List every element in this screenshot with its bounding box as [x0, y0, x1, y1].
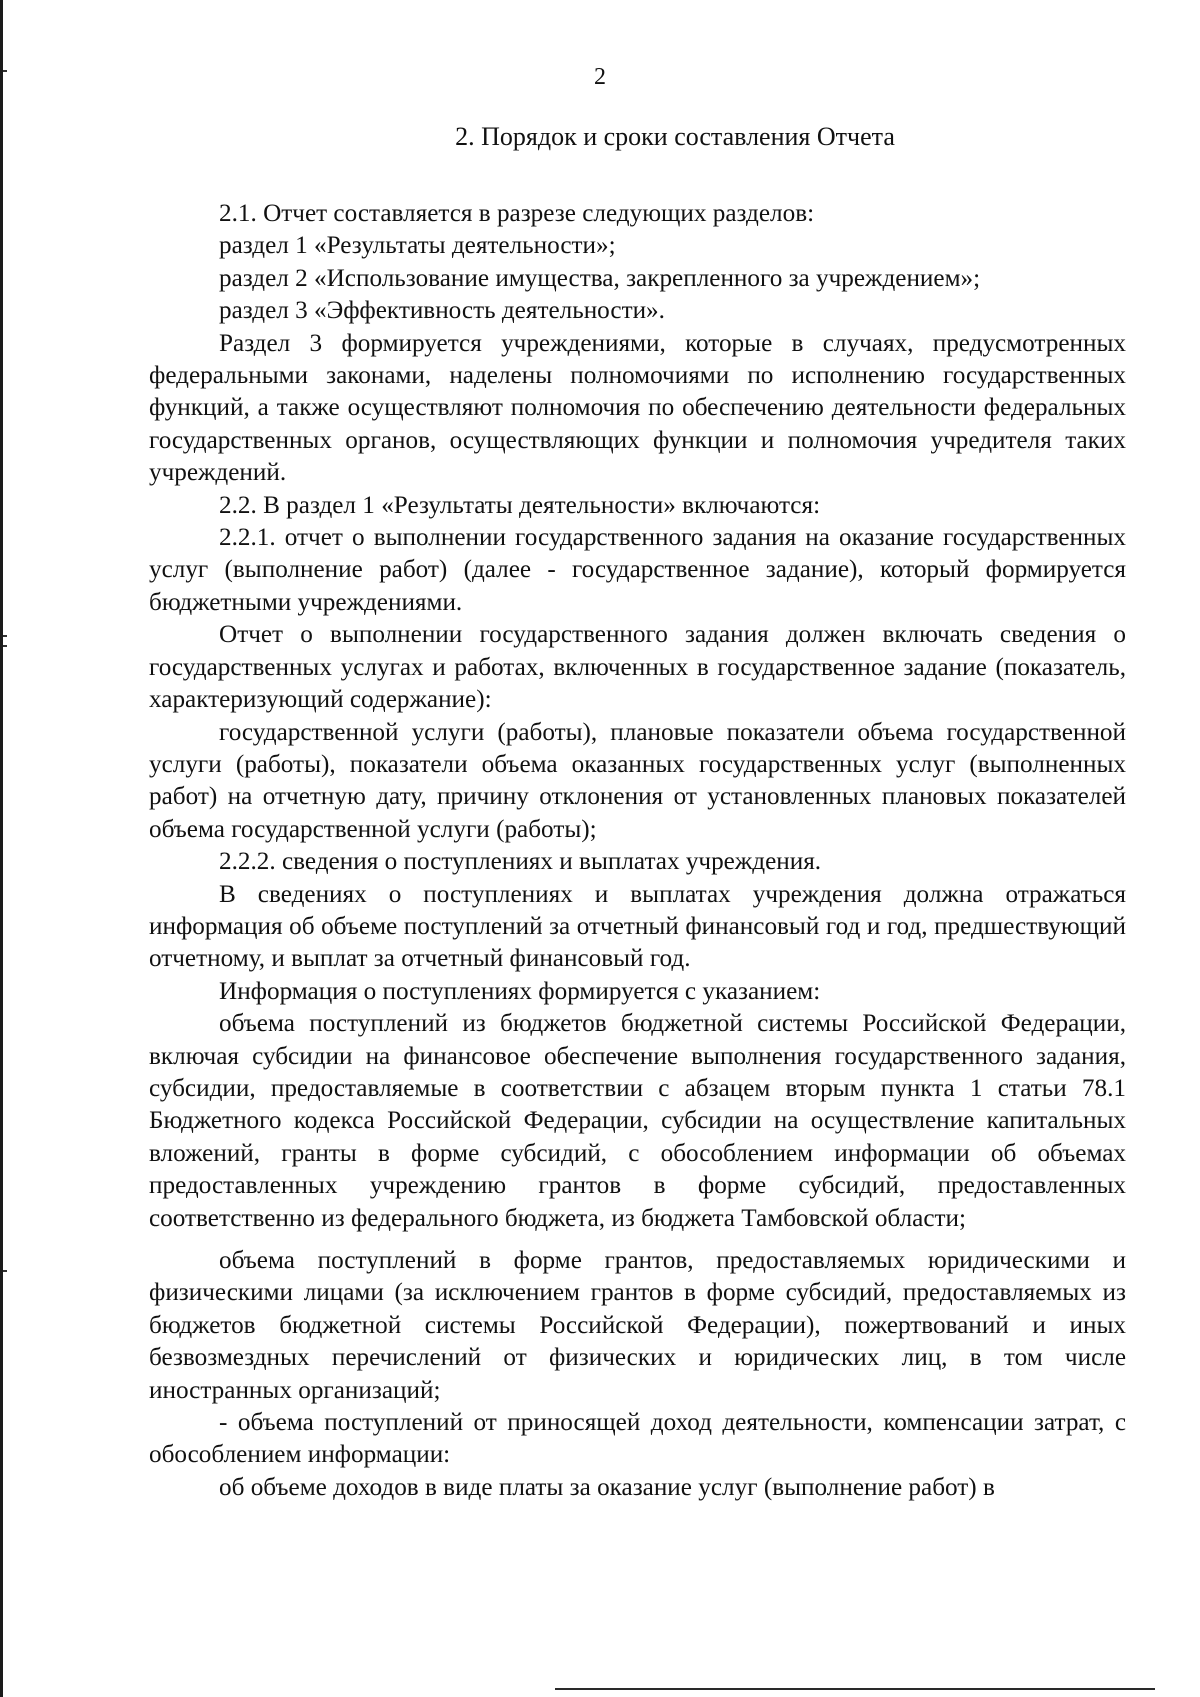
paragraph-budget-receipts: объема поступлений из бюджетов бюджетной системы Российской Федерации, включая субсидии на финансовое обеспечение выполнения государственного задания, субсидии, предоставляемые в соответствии с абзацем вторым пункта 1 статьи 78.1 Бюджетного кодекса Российской Федерации, субсидии на осуществление капитальных вложений, гранты в форме субсидий, с обособлением информации об объемах предоставленных учреждению грантов в форме субсидий, предоставленных соответственно из федерального бюджета, из бюджета Тамбовской области; — [149, 1010, 1126, 1232]
paragraph-service-indicators: государственной услуги (работы), плановые показатели объема государственной услуги (работы), показатели объема оказанных государственных услуг (выполненных работ) на отчетную дату, причину отклонения от установленных плановых показателей объема государственной услуги (работы); — [149, 718, 1126, 843]
paragraph-section-3-description: Раздел 3 формируется учреждениями, которые в случаях, предусмотренных федеральными законами, наделены полномочиями по исполнению государственных функций, а также осуществляют полномочия по обеспечению деятельности федеральных государственных органов, осуществляющих функции и полномочия учредителя таких учреждений. — [149, 329, 1126, 487]
paragraph-income-receipts: - объема поступлений от приносящей доход деятельности, компенсации затрат, с обособлением информации: — [149, 1409, 1126, 1469]
page-number: 2 — [594, 64, 606, 90]
paragraph-2-2-2: 2.2.2. сведения о поступлениях и выплатах учреждения. — [219, 848, 822, 876]
list-item-section-2: раздел 2 «Использование имущества, закрепленного за учреждением»; — [219, 264, 981, 292]
scan-mark — [3, 1270, 7, 1272]
section-title: 2. Порядок и сроки составления Отчета — [455, 122, 895, 151]
paragraph-grant-receipts: объема поступлений в форме грантов, предоставляемых юридическими и физическими лицами (за исключением грантов в форме субсидий, предоставляемых из бюджетов бюджетной системы Российской Федерации), пожертвований и иных безвозмездных перечислений от физических и юридических лиц, в том числе иностранных организаций; — [149, 1247, 1126, 1404]
paragraph-2-2: 2.2. В раздел 1 «Результаты деятельности» включаются: — [219, 491, 821, 519]
paragraph-receipts-info: В сведениях о поступлениях и выплатах учреждения должна отражаться информация об объеме поступлений за отчетный финансовый год и год, предшествующий отчетному, и выплат за отчетный финансовый год. — [149, 880, 1126, 973]
paragraph-2-2-1: 2.2.1. отчет о выполнении государственного задания на оказание государственных услуг (выполнение работ) (далее - государственное задание), который формируется бюджетными учреждениями. — [149, 524, 1126, 616]
scan-mark — [3, 645, 7, 647]
list-item-section-1: раздел 1 «Результаты деятельности»; — [219, 232, 616, 260]
list-item-section-3: раздел 3 «Эффективность деятельности». — [219, 297, 665, 325]
scan-edge-left — [0, 0, 3, 1697]
scan-edge-bottom — [555, 1688, 1155, 1690]
paragraph-2-1: 2.1. Отчет составляется в разрезе следующих разделов: — [219, 200, 815, 227]
paragraph-receipts-formed: Информация о поступлениях формируется с указанием: — [219, 977, 821, 1005]
paragraph-service-income: об объеме доходов в виде платы за оказание услуг (выполнение работ) в — [219, 1473, 995, 1501]
paragraph-report-content: Отчет о выполнении государственного задания должен включать сведения о государственных услугах и работах, включенных в государственное задание (показатель, характеризующий содержание): — [149, 621, 1126, 714]
document-body — [149, 198, 1126, 1504]
scan-mark — [3, 635, 7, 637]
